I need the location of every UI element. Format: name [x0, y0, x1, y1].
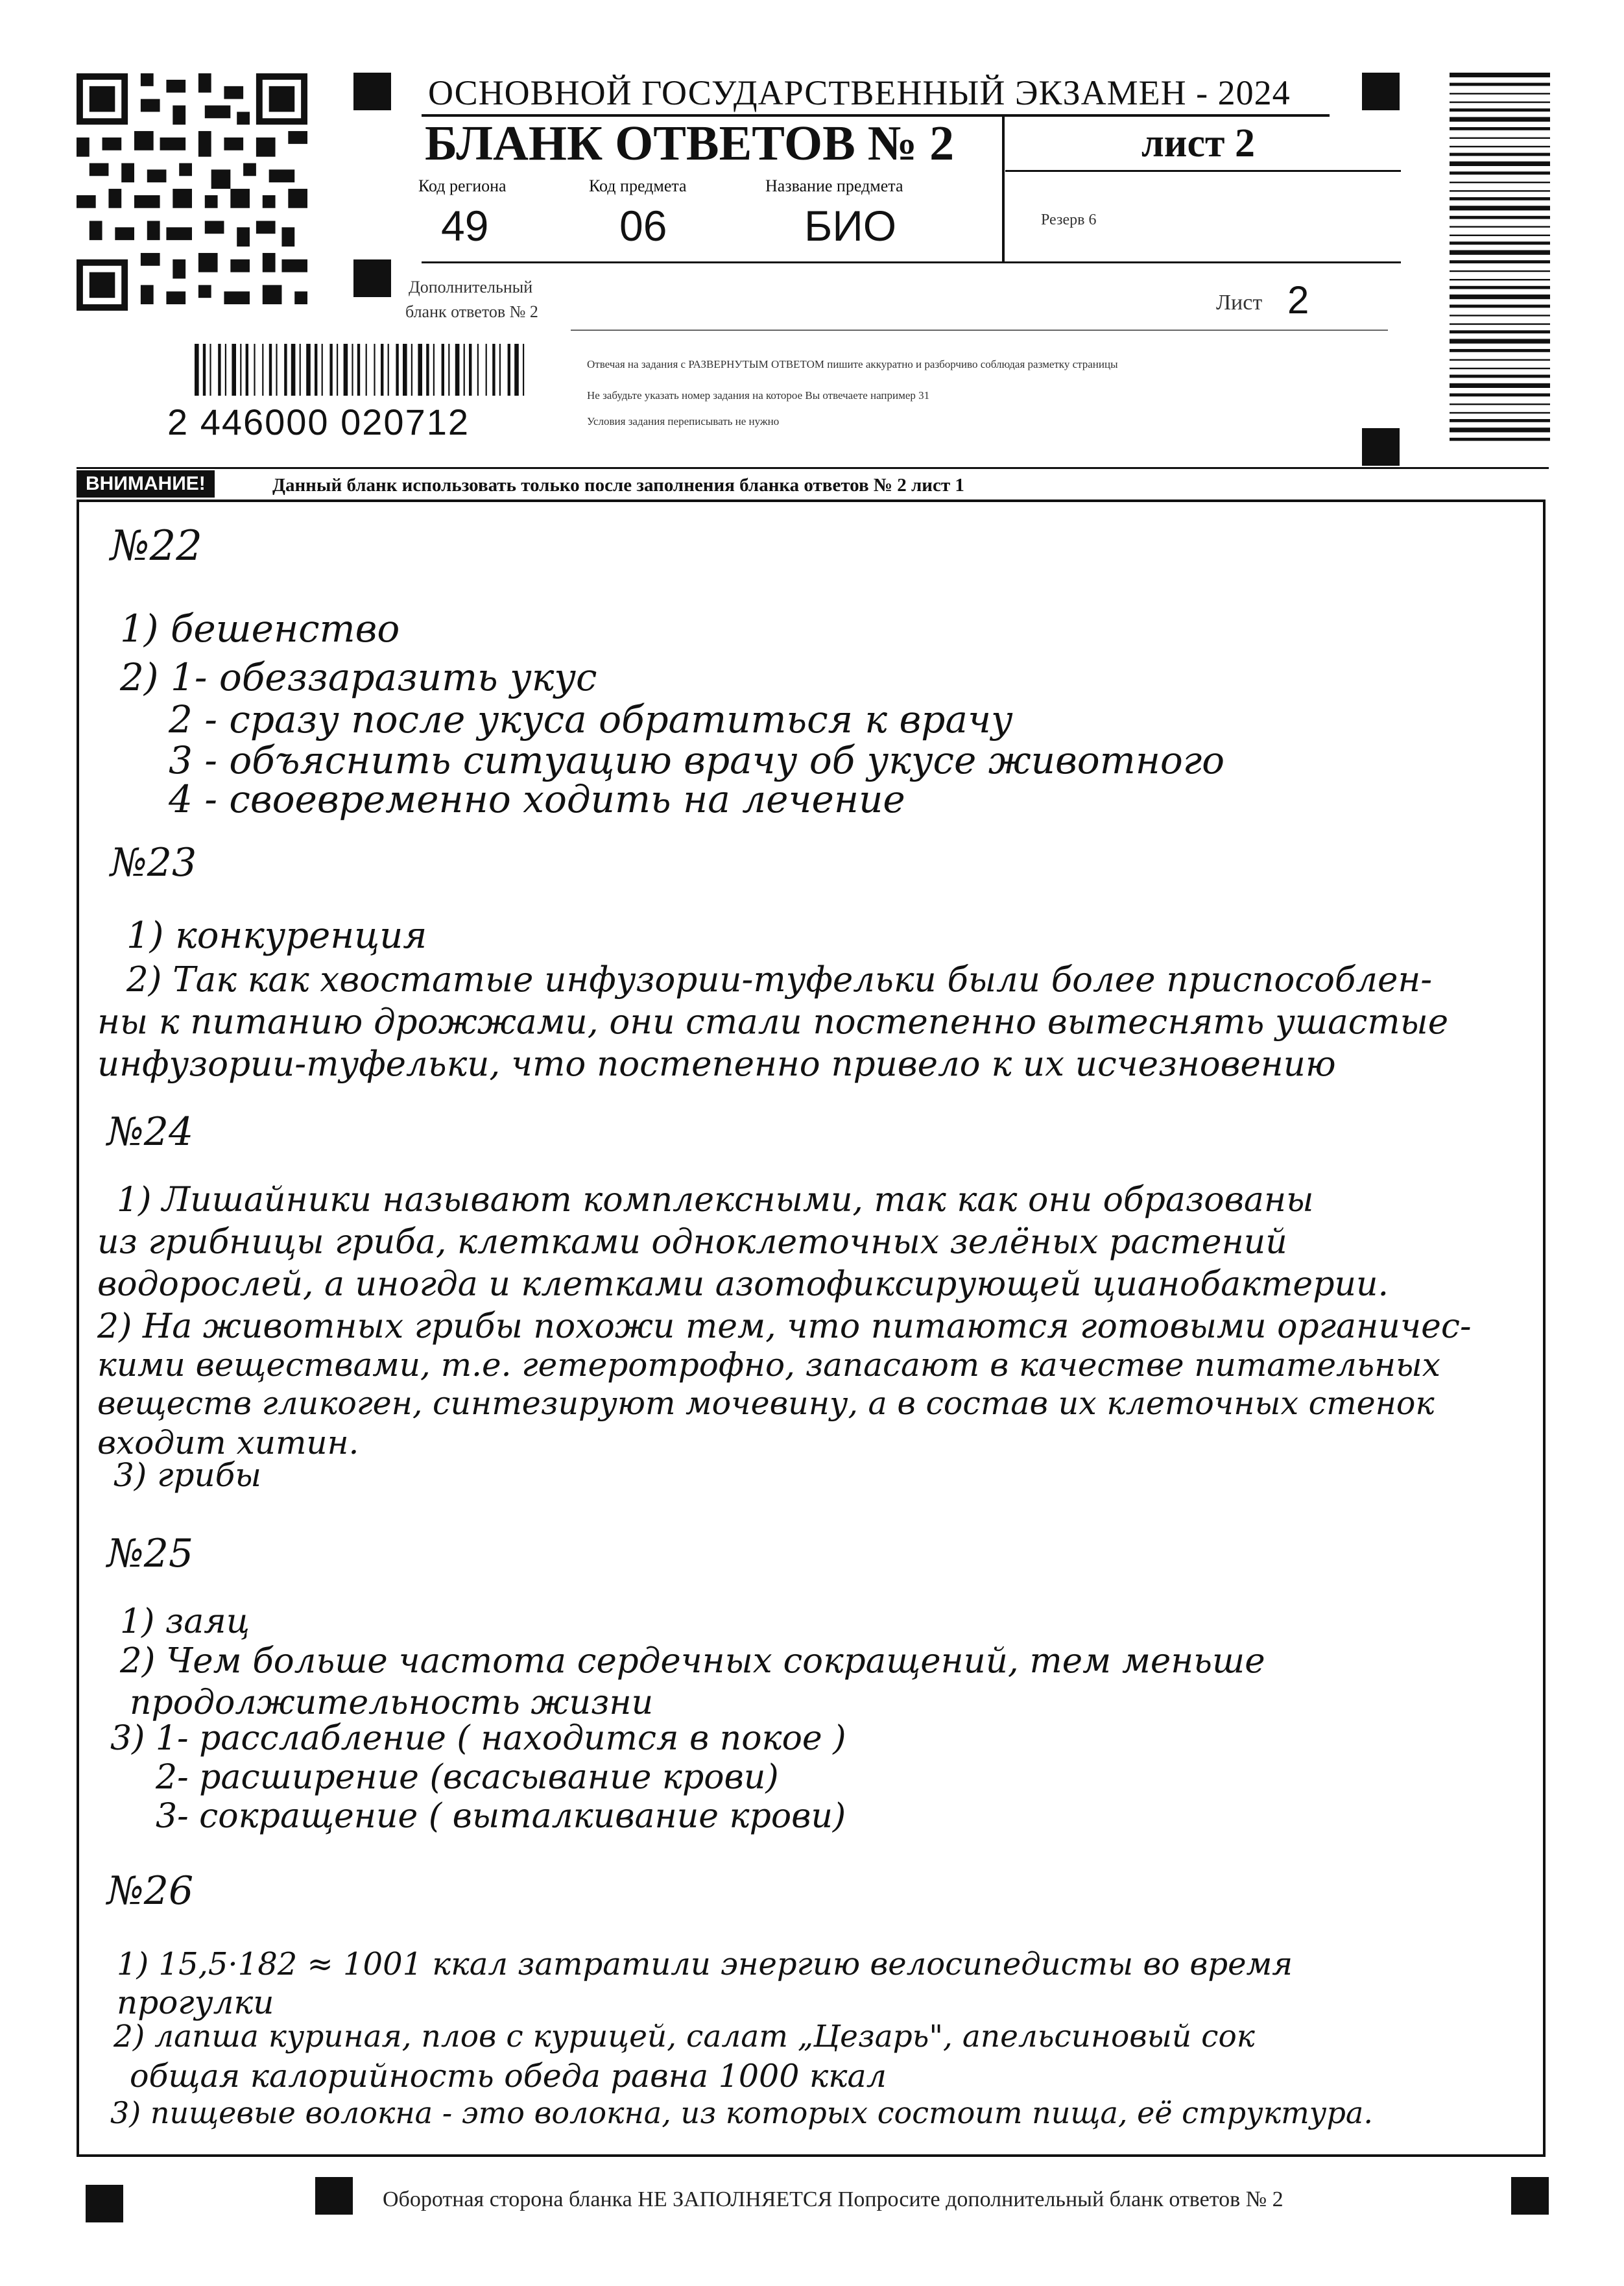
- q24-line-5: кими веществами, т.е. гетеротрофно, запасают в качестве питательных: [97, 1346, 1440, 1384]
- registration-mark: [1362, 73, 1400, 110]
- q26-line-4: общая калорийность обеда равна 1000 ккал: [130, 2058, 887, 2095]
- sheet-label: лист 2: [1141, 121, 1255, 165]
- footer-text: Оборотная сторона бланка НЕ ЗАПОЛНЯЕТСЯ Попросите дополнительный бланк ответов № 2: [383, 2187, 1284, 2211]
- subject-name-label: Название предмета: [765, 176, 903, 195]
- additional-line: [571, 330, 1388, 331]
- q24-heading: №24: [107, 1109, 194, 1155]
- exam-title: ОСНОВНОЙ ГОСУДАРСТВЕННЫЙ ЭКЗАМЕН - 2024: [428, 73, 1291, 112]
- q24-line-3: водорослей, а иногда и клетками азотофиксирующей цианобактерии.: [97, 1265, 1389, 1304]
- q23-line-4: инфузории-туфельки, что постепенно привело к их исчезновению: [97, 1044, 1336, 1084]
- q23-line-3: ны к питанию дрожжами, они стали постепенно вытеснять ушастые: [97, 1002, 1449, 1042]
- q25-line-6: 3- сокращение ( выталкивание крови): [156, 1797, 846, 1836]
- header-bottom-line: [422, 261, 1401, 263]
- q22-line-1: 1) бешенство: [120, 607, 400, 651]
- q23-line-1: 1) конкуренция: [126, 915, 427, 957]
- instruction-2: Не забудьте указать номер задания на которое Вы отвечаете например 31: [587, 389, 930, 402]
- reserve-label: Резерв 6: [1041, 211, 1097, 228]
- vertical-barcode: [1450, 73, 1550, 449]
- q25-line-2: 2) Чем больше частота сердечных сокращений, тем меньше: [120, 1641, 1265, 1681]
- q24-line-8: 3) грибы: [113, 1456, 261, 1494]
- q25-line-1: 1) заяц: [120, 1602, 250, 1641]
- registration-mark: [353, 73, 391, 110]
- q25-line-3: продолжительность жизни: [130, 1683, 654, 1722]
- q24-line-7: входит хитин.: [97, 1424, 359, 1462]
- barcode-number: 2 446000 020712: [167, 402, 470, 442]
- q22-line-5: 4 - своевременно ходить на лечение: [169, 777, 905, 821]
- q26-line-3: 2) лапша куриная, плов с курицей, салат „Цезарь", апельсиновый сок: [113, 2019, 1255, 2054]
- form-title: БЛАНК ОТВЕТОВ № 2: [425, 116, 955, 171]
- sheet-word: Лист: [1216, 291, 1263, 315]
- header-line: [1005, 170, 1401, 172]
- registration-mark: [1362, 428, 1400, 466]
- q23-heading: №23: [110, 840, 197, 885]
- sheet-number: 2: [1287, 278, 1309, 322]
- q25-heading: №25: [107, 1531, 194, 1576]
- q24-line-6: веществ гликоген, синтезируют мочевину, а в состав их клеточных стенок: [97, 1385, 1435, 1422]
- q22-line-4: 3 - объяснить ситуацию врачу об укусе животного: [169, 738, 1225, 782]
- q24-line-2: из грибницы гриба, клетками одноклеточных зелёных растений: [97, 1223, 1287, 1262]
- q26-heading: №26: [107, 1868, 194, 1914]
- subject-name-value: БИО: [804, 202, 897, 250]
- instruction-3: Условия задания переписывать не нужно: [587, 415, 780, 427]
- subject-code-value: 06: [619, 202, 667, 250]
- subject-code-label: Код предмета: [589, 176, 687, 195]
- q24-line-1: 1) Лишайники называют комплексными, так как они образованы: [117, 1181, 1314, 1220]
- q24-line-4: 2) На животных грибы похожи тем, что питаются готовыми органичес-: [97, 1307, 1472, 1346]
- q25-line-4: 3) 1- расслабление ( находится в покое ): [110, 1719, 846, 1758]
- q22-line-3: 2 - сразу после укуса обратиться к врачу: [169, 697, 1013, 741]
- warning-rule: [77, 467, 1549, 469]
- region-value: 49: [441, 202, 489, 250]
- registration-mark: [353, 259, 391, 297]
- q22-line-2: 2) 1- обеззаразить укус: [120, 655, 597, 699]
- additional-label-1: Дополнительный: [409, 278, 533, 296]
- registration-mark: [315, 2177, 353, 2215]
- instruction-1: Отвечая на задания с РАЗВЕРНУТЫМ ОТВЕТОМ пишите аккуратно и разборчиво соблюдая разметку страницы: [587, 358, 1118, 370]
- additional-label-2: бланк ответов № 2: [405, 302, 538, 321]
- q26-line-5: 3) пищевые волокна - это волокна, из которых состоит пища, её структура.: [110, 2095, 1373, 2130]
- region-label: Код региона: [418, 176, 507, 195]
- q23-line-2: 2) Так как хвостатые инфузории-туфельки были более приспособлен-: [126, 960, 1433, 1000]
- q26-line-1: 1) 15,5·182 ≈ 1001 ккал затратили энергию велосипедисты во время: [117, 1946, 1293, 1982]
- q25-line-5: 2- расширение (всасывание крови): [156, 1758, 779, 1797]
- registration-mark: [86, 2185, 123, 2222]
- header-divider: [1002, 117, 1005, 263]
- q22-heading: №22: [110, 522, 202, 570]
- q26-line-2: прогулки: [117, 1984, 274, 2021]
- qr-code: [77, 73, 307, 311]
- warning-text: Данный бланк использовать только после заполнения бланка ответов № 2 лист 1: [272, 475, 964, 496]
- warning-badge: ВНИМАНИЕ!: [77, 470, 215, 498]
- registration-mark: [1511, 2177, 1549, 2215]
